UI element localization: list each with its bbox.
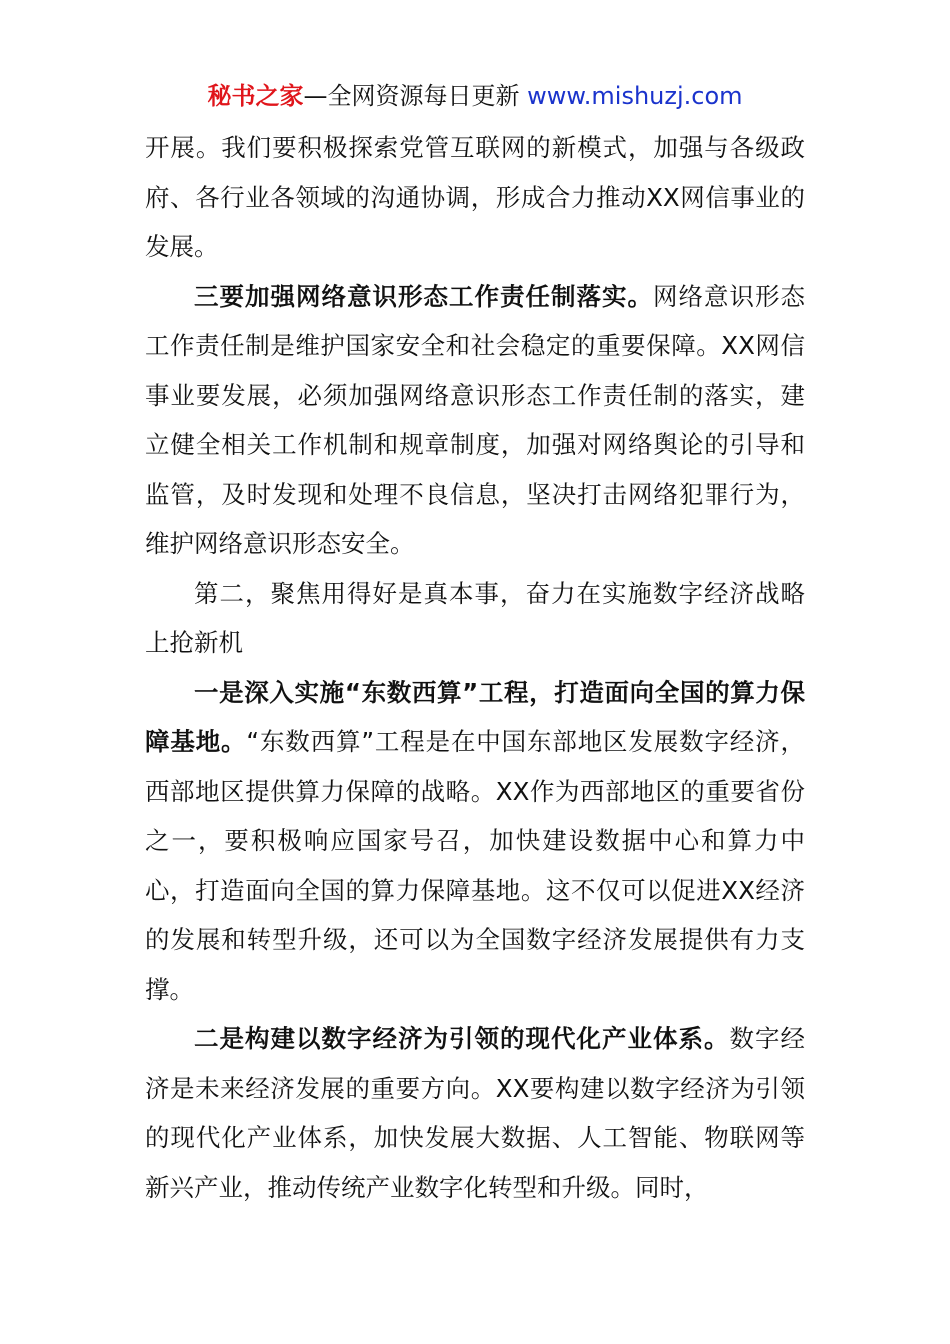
paragraph-point-one <box>145 668 805 1015</box>
paragraph-text: 开展。我们要积极探索党管互联网的新模式，加强与各级政府、各行业各领域的沟通协调，形成合力推动XX网信事业的发展。 <box>145 133 805 261</box>
paragraph-lead: 二是构建以数字经济为引领的现代化产业体系。 <box>194 1024 730 1053</box>
paragraph-text: 第二，聚焦用得好是真本事，奋力在实施数字经济战略上抢新机 <box>145 578 805 657</box>
paragraph-text: “东数西算”工程是在中国东部地区发展数字经济，西部地区提供算力保障的战略。XX作为西部地区的重要省份之一，要积极响应国家号召，加快建设数据中心和算力中心，打造面向全国的算力保障基地。这不仅可以促进XX经济的发展和转型升级，还可以为全国数字经济发展提供有力支撑。 <box>145 727 805 1004</box>
site-header <box>0 80 950 112</box>
site-brand: 秘书之家 <box>207 82 304 110</box>
section-heading-second <box>145 569 805 668</box>
paragraph-continuation <box>145 123 805 272</box>
site-url-link[interactable]: www.mishuzj.com <box>527 82 743 110</box>
document-body <box>145 123 805 1212</box>
paragraph-point-two <box>145 1014 805 1212</box>
paragraph-lead: 一是深入实施“东数西算”工程，打造面向全国的算力保障基地。 <box>145 677 805 756</box>
site-tagline: —全网资源每日更新 <box>303 82 528 110</box>
paragraph-text: 网络意识形态工作责任制是维护国家安全和社会稳定的重要保障。XX网信事业要发展，必须加强网络意识形态工作责任制的落实，建立健全相关工作机制和规章制度，加强对网络舆论的引导和监管，及时发现和处理不良信息，坚决打击网络犯罪行为，维护网络意识形态安全。 <box>145 281 805 558</box>
paragraph-text: 数字经济是未来经济发展的重要方向。XX要构建以数字经济为引领的现代化产业体系，加快发展大数据、人工智能、物联网等新兴产业，推动传统产业数字化转型和升级。同时， <box>145 1024 805 1202</box>
paragraph-point-three <box>145 272 805 569</box>
paragraph-lead: 三要加强网络意识形态工作责任制落实。 <box>194 281 653 311</box>
